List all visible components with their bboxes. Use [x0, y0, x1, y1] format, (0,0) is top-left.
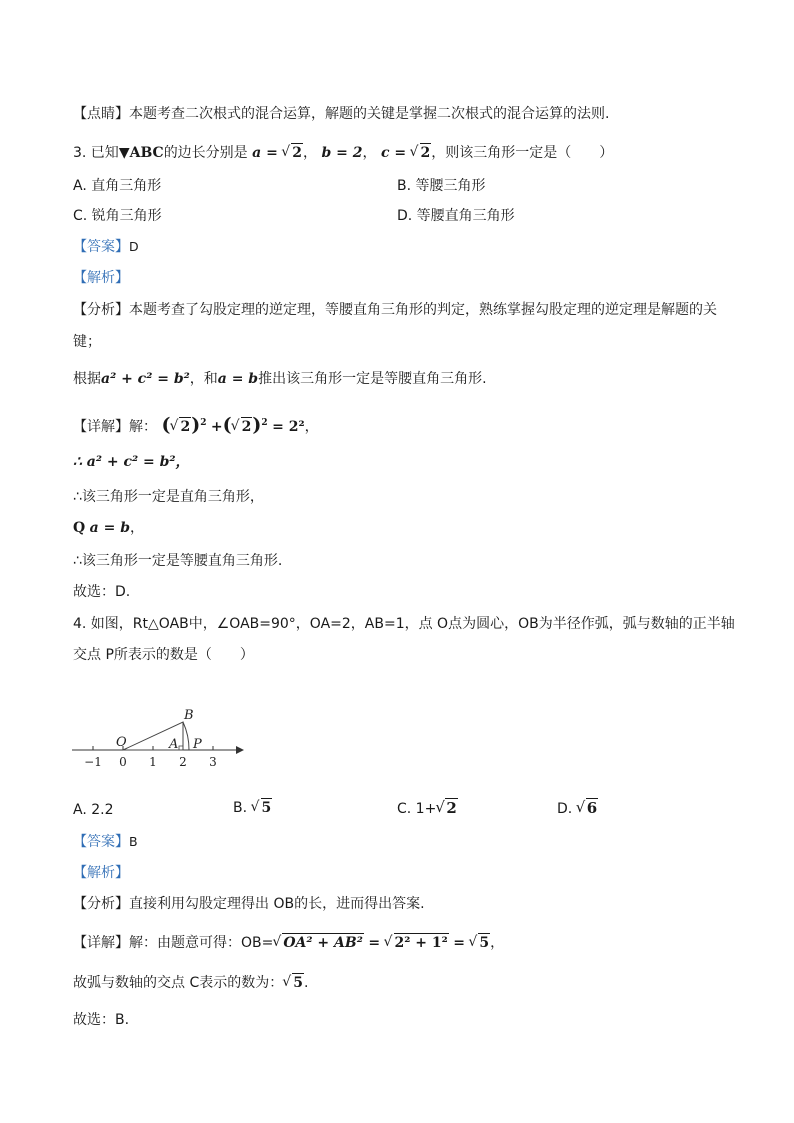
q4-conclusion-prefix: 故弧与数轴的交点 C表示的数为：	[73, 975, 284, 991]
q4-detail-eq: =	[368, 935, 381, 951]
q4-option-b-radicand: 5	[261, 800, 272, 816]
q4-option-c	[397, 798, 458, 819]
q3-stem-prefix: 3. 已知	[73, 145, 119, 161]
q4-choose: 故选：B.	[73, 1012, 130, 1028]
q4-conclusion-radicand: 5	[293, 975, 303, 991]
q4-option-a: A. 2.2	[73, 802, 114, 818]
axis-arrow	[236, 746, 244, 754]
q3-step3-end: ，	[130, 520, 144, 536]
q3-a-radicand: 2	[292, 145, 303, 161]
right-angle-mark	[179, 746, 183, 750]
q4-answer: B	[129, 834, 138, 849]
q3-answer-tag: 【答案】	[73, 239, 129, 255]
q4-option-d-sqrt	[577, 798, 598, 818]
q3-paren-open-1: (	[161, 414, 171, 436]
tick-label-3: 3	[209, 755, 217, 769]
q3-option-c: C. 锐角三角形	[73, 208, 162, 224]
q4-stem-line1: 4. 如图，Rt△OAB中，∠OAB=90°，OA=2，AB=1，点 O点为圆心，OB为半径作弧，弧与数轴的正半轴	[73, 616, 735, 632]
q4-detail-sqrt-1	[273, 933, 364, 953]
label-b: B	[184, 708, 194, 723]
q4-option-b-sqrt	[252, 798, 273, 818]
q3-answer-line	[73, 237, 139, 257]
q4-fenxi-text: 直接利用勾股定理得出 OB的长，进而得出答案.	[129, 896, 425, 912]
q4-conclusion-line	[73, 973, 308, 993]
arc-ob	[183, 722, 189, 750]
q4-conclusion-sqrt	[283, 973, 304, 993]
q3-detail-radicand-1: 2	[180, 419, 191, 435]
q3-c-eq: c =	[380, 145, 407, 161]
q3-sep1: ，	[303, 145, 318, 161]
q3-step1: ∴ a² + c² = b²，	[73, 454, 190, 470]
q4-detail-tag: 【详解】	[73, 935, 129, 951]
q4-detail-radicand-3: 5	[479, 935, 490, 951]
q4-detail-radicand-2: 2² + 1²	[394, 935, 448, 951]
q3-step4: ∴该三角形一定是等腰直角三角形.	[73, 553, 283, 569]
q4-option-d	[557, 798, 598, 819]
q3-plus: +	[210, 419, 223, 435]
q4-detail-eq2: =	[453, 935, 465, 951]
q4-stem-line2: 交点 P所表示的数是（ ）	[73, 647, 254, 663]
q3-paren-close-1: )	[191, 414, 201, 436]
q4-option-c-sqrt	[436, 798, 457, 818]
q3-basis-eq: a² + c² = b²	[101, 371, 190, 387]
q3-step2: ∴该三角形一定是直角三角形，	[73, 489, 264, 505]
q3-detail-eq-end: = 2²	[272, 419, 305, 435]
q3-fenxi-line1	[73, 300, 717, 320]
q4-option-c-radicand: 2	[446, 799, 457, 817]
q4-option-b	[233, 798, 272, 818]
dianjing-text: 本题考查二次根式的混合运算，解题的关键是掌握二次根式的混合运算的法则.	[129, 106, 610, 122]
q4-option-d-prefix: D.	[557, 801, 573, 817]
dianjing-line	[73, 104, 609, 124]
tick-label-2: 2	[179, 755, 187, 769]
label-a: A	[169, 737, 179, 752]
q3-sep2: ，	[362, 145, 377, 161]
q3-detail-tag: 【详解】	[73, 419, 129, 435]
q3-basis-suffix: 推出该三角形一定是等腰直角三角形.	[258, 371, 487, 387]
q4-conclusion-end: .	[303, 975, 309, 991]
q4-analysis-tag: 【解析】	[73, 865, 129, 881]
q3-basis-eq2: a = b	[217, 371, 259, 387]
q3-detail-comma: ，	[304, 419, 319, 435]
q4-option-b-prefix: B.	[233, 800, 248, 816]
q4-fenxi-line	[73, 894, 425, 914]
q3-paren-close-2: )	[252, 414, 262, 436]
q3-stem	[73, 143, 613, 163]
q3-triangle: ▼ABC	[118, 145, 164, 161]
q3-basis-prefix: 根据	[73, 371, 101, 387]
q4-fenxi-tag: 【分析】	[73, 896, 129, 912]
q3-step3	[73, 518, 144, 538]
q3-detail-prefix: 解：	[129, 419, 157, 435]
q3-choose: 故选：D.	[73, 584, 131, 600]
q4-answer-line	[73, 832, 138, 852]
q3-paren-open-2: (	[222, 414, 232, 436]
q3-a-sqrt	[282, 143, 303, 163]
q3-c-sqrt	[411, 143, 432, 163]
q3-detail-radicand-2: 2	[241, 419, 252, 435]
q3-option-d: D. 等腰直角三角形	[397, 208, 515, 224]
label-p: P	[193, 737, 202, 752]
q4-detail-sqrt-2	[385, 933, 449, 953]
q4-option-d-radicand: 6	[586, 799, 598, 817]
q3-option-a: A. 直角三角形	[73, 178, 162, 194]
q4-option-c-prefix: C. 1+	[397, 801, 437, 817]
tick-label-1: 1	[149, 755, 157, 769]
tick-label-neg1: −1	[84, 755, 102, 769]
q3-detail-line	[73, 413, 319, 437]
q3-exp-1: 2	[200, 418, 207, 428]
q3-stem-mid: 的边长分别是	[163, 145, 248, 161]
q3-exp-2: 2	[261, 418, 268, 428]
q4-detail-sqrt-3	[469, 933, 490, 953]
q3-detail-sqrt-2	[232, 417, 253, 437]
q3-c-radicand: 2	[420, 145, 431, 161]
label-o: O	[116, 735, 127, 750]
q3-fenxi-tag: 【分析】	[73, 302, 129, 318]
dianjing-tag: 【点睛】	[73, 106, 129, 122]
q4-detail-radicand-1: OA² + AB²	[283, 935, 363, 951]
tick-label-0: 0	[119, 755, 127, 769]
q4-number-line-figure	[66, 700, 246, 780]
q3-analysis-tag: 【解析】	[73, 270, 129, 286]
q3-basis-mid: ，和	[189, 371, 218, 387]
q4-detail-comma: ，	[490, 935, 505, 951]
q3-step3-eq: a = b	[89, 520, 130, 536]
q3-b-eq: b = 2	[321, 145, 363, 161]
q3-step3-symbol: Q	[73, 520, 86, 536]
q3-basis-line	[73, 369, 487, 389]
q3-fenxi-text1: 本题考查了勾股定理的逆定理，等腰直角三角形的判定，熟练掌握勾股定理的逆定理是解题的关	[129, 302, 717, 318]
q3-stem-suffix: ，则该三角形一定是（ ）	[431, 145, 614, 161]
q3-answer: D	[129, 239, 139, 254]
q3-option-b: B. 等腰三角形	[397, 178, 486, 194]
q4-answer-tag: 【答案】	[73, 834, 129, 850]
q3-fenxi-line2: 键；	[73, 334, 101, 350]
q4-detail-prefix: 解：由题意可得：OB=	[129, 935, 274, 951]
q3-detail-sqrt-1	[170, 417, 191, 437]
q4-detail-line	[73, 933, 504, 953]
q3-a-eq: a =	[252, 145, 278, 161]
